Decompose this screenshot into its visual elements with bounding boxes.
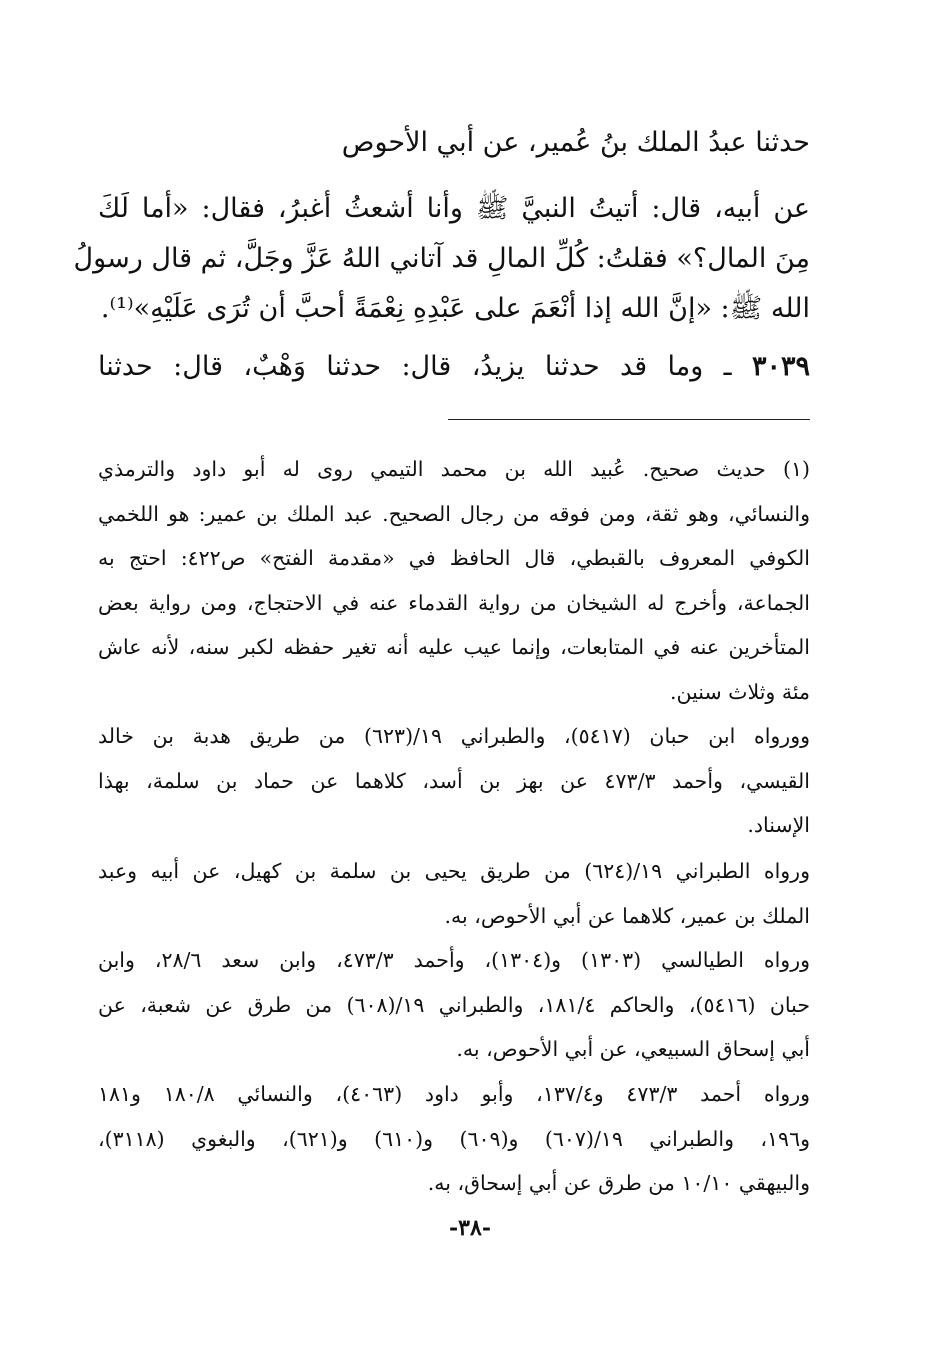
footnote-line: والنسائي، وهو ثقة، ومن فوقه من رجال الصحيح. عبد الملك بن عمير: هو اللخمي [98,501,810,526]
page-number: -٣٨- [449,1215,491,1241]
footnote-line: الكوفي المعروف بالقبطي، قال الحافظ في «مقدمة الفتح» ص٤٢٢: احتج به [98,546,810,570]
footnote-line: ورواه الطيالسي (١٣٠٣) و(١٣٠٤)، وأحمد ٤٧٣/٣، وابن سعد ٢٨/٦، وابن [98,948,810,972]
next-hadith [98,342,810,392]
footnote-line: الإسناد. [747,813,810,837]
footnote-line: ورواه أحمد ٤٧٣/٣ و١٣٧/٤، وأبو داود (٤٠٦٣)، والنسائي ١٨٠/٨ و١٨١ [98,1082,810,1106]
hadith-number: ٣٠٣٩ [751,351,810,382]
footnote-line: المتأخرين عنه في المتابعات، وإنما عيب عليه أنه تغير حفظه لكبر سنه، لأنه عاش [98,635,810,659]
footnote-divider [448,419,810,420]
footnote-line: أبي إسحاق السبيعي، عن أبي الأحوص، به. [456,1037,810,1061]
footnote-line: الملك بن عمير، كلاهما عن أبي الأحوص، به. [444,903,810,928]
next-hadith-line [98,342,810,392]
footnote-line: وورواه ابن حبان (٥٤١٧)، والطبراني ١٩/(٦٢٣) من طريق هدبة بن خالد [98,724,810,748]
footnote-line: و١٩٦، والطبراني ١٩/(٦٠٧) و(٦٠٩) و(٦١٠) و(٦٢١)، والبغوي (٣١١٨)، [98,1126,810,1151]
footnote-line: والبيهقي ١٠/١٠ من طرق عن أبي إسحاق، به. [427,1171,810,1195]
hadith-line-3: الله ﷺ: «إنَّ الله إذا أنْعَمَ على عَبْدِهِ نِعْمَةً أحبَّ أن تُرَى عَلَيْهِ»⁽¹⁾. [100,293,810,324]
footnote-paragraph-4 [98,938,810,1072]
footnote-1 [98,447,810,714]
footnote-line: (١) حديث صحيح. عُبيد الله بن محمد التيمي روى له أبو داود والترمذي [98,457,810,481]
hadith-line-2: مِنَ المال؟» فقلتُ: كُلِّ المالِ قد آتاني اللهُ عَزَّ وجَلَّ، ثم قال رسولُ [73,243,810,274]
main-text-block [98,118,810,168]
main-line-1: حدثنا عبدُ الملك بنُ عُمير، عن أبي الأحوص [341,127,810,158]
footnote-paragraph-2 [98,714,810,848]
footnote-line: الجماعة، وأخرج له الشيخان من رواية القدماء عنه في الاحتجاج، ومن رواية بعض [98,590,810,615]
hadith-line-1: عن أبيه، قال: أتيتُ النبيَّ ﷺ وأنا أشعثُ أغبرُ، فقال: «أما لَكَ [98,193,810,224]
next-hadith-text: ـ وما قد حدثنا يزيدُ، قال: حدثنا وَهْبٌ، قال: حدثنا [98,351,732,382]
footnote-line: القيسي، وأحمد ٤٧٣/٣ عن بهز بن أسد، كلاهما عن حماد بن سلمة، بهذا [98,768,810,793]
footnote-line: ورواه الطبراني ١٩/(٦٢٤) من طريق يحيى بن سلمة بن كهيل، عن أبيه وعبد [98,859,810,883]
footnote-paragraph-3 [98,849,810,938]
footnote-line: حبان (٥٤١٦)، والحاكم ١٨١/٤، والطبراني ١٩/(٦٠٨) من طرق عن شعبة، عن [98,992,810,1017]
footnote-line: مئة وثلاث سنين. [670,679,810,704]
footnote-paragraph-5 [98,1072,810,1206]
hadith-paragraph [73,184,810,334]
